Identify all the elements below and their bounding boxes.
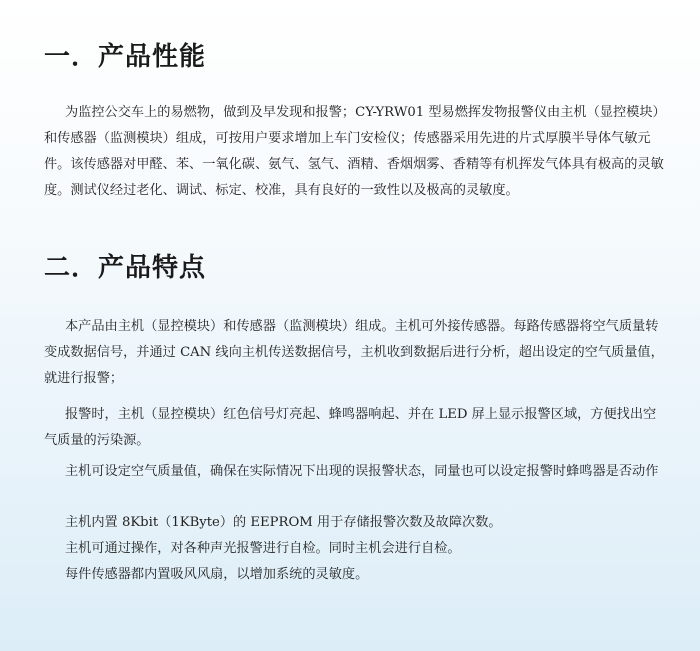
feature-paragraph-threshold: 主机可设定空气质量值，确保在实际情况下出现的误报警状态，同量也可以设定报警时蜂鸣器是否动作 — [65, 464, 659, 479]
feature-paragraph-composition: 本产品由主机（显控模块）和传感器（监测模块）组成。主机可外接传感器。每路传感器将空气质量转变成数据信号，并通过 CAN 线向主机传送数据信号，主机收到数据后进行分析，超出设定的空气质量值，就进行报警； — [44, 319, 664, 386]
feature-line-selftest: 主机可通过操作，对各种声光报警进行自检。同时主机会进行自检。 — [65, 541, 461, 556]
feature-line-fan: 每件传感器都内置吸风风扇，以增加系统的灵敏度。 — [65, 567, 369, 582]
section-title-performance: 一．产品性能 — [44, 42, 207, 72]
feature-paragraph-alarm: 报警时，主机（显控模块）红色信号灯亮起、蜂鸣器响起、并在 LED 屏上显示报警区域，方便找出空气质量的污染源。 — [44, 407, 657, 448]
section-title-features: 二．产品特点 — [44, 253, 207, 283]
performance-paragraph: 为监控公交车上的易燃物，做到及早发现和报警；CY-YRW01 型易燃挥发物报警仪由主机（显控模块）和传感器（监测模块）组成，可按用户要求增加上车门安检仪；传感器采用先进的片式厚膜半导体气敏元件。该传感器对甲醛、苯、一氧化碳、氨气、氢气、酒精、香烟烟雾、香精等有机挥发气体具有极高的灵敏度。测试仪经过老化、调试、标定、校准，具有良好的一致性以及极高的灵敏度。 — [44, 105, 664, 198]
feature-line-eeprom: 主机内置 8Kbit（1KByte）的 EEPROM 用于存储报警次数及故障次数。 — [65, 515, 502, 530]
